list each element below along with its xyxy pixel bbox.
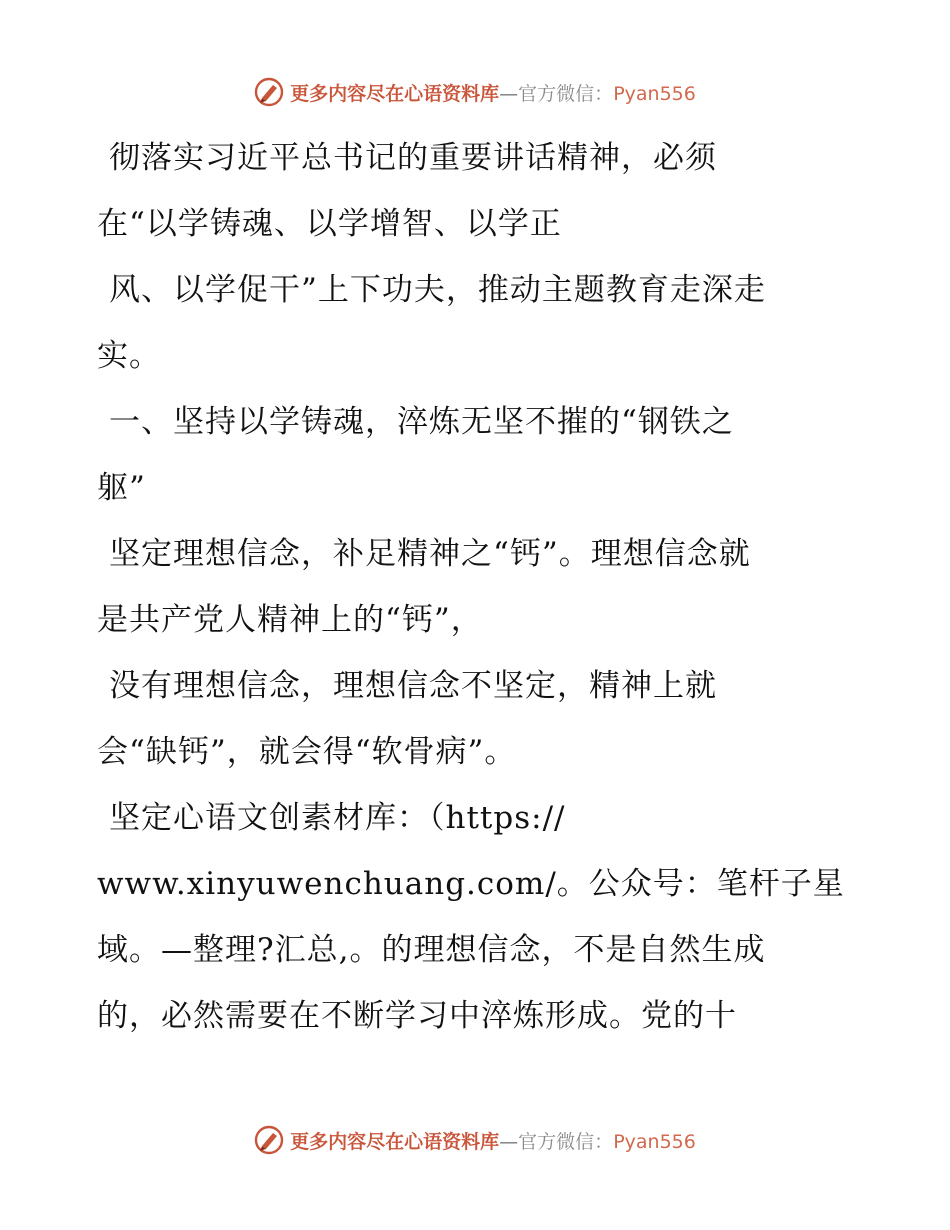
paragraph-2 (97, 257, 857, 389)
banner-wechat-id: Pyan556 (613, 1130, 696, 1153)
banner-wechat-label: 官方微信： (518, 1130, 614, 1153)
banner-dash: — (499, 82, 519, 105)
text-line: www.xinyuwenchuang.com/。公众号：笔杆子星 (97, 866, 845, 902)
paragraph-5 (97, 785, 857, 1049)
banner-text (290, 79, 696, 106)
text-line: 坚定理想信念，补足精神之“钙”。理想信念就 (109, 536, 751, 572)
header-banner (0, 72, 950, 112)
pen-logo-icon (254, 1125, 284, 1155)
section-heading (97, 389, 857, 521)
text-line: 的，必然需要在不断学习中淬炼形成。党的十 (97, 998, 737, 1034)
paragraph-4 (97, 653, 857, 785)
banner-wechat-id: Pyan556 (613, 82, 696, 105)
banner-wechat-label: 官方微信： (518, 82, 614, 105)
text-line: 坚定心语文创素材库：（https:// (109, 800, 566, 836)
text-line: 会“缺钙”，就会得“软骨病”。 (97, 734, 517, 770)
text-line: 一、坚持以学铸魂，淬炼无坚不摧的“钢铁之 (109, 404, 734, 440)
text-line: 在“以学铸魂、以学增智、以学正 (97, 206, 562, 242)
text-line: 彻落实习近平总书记的重要讲话精神，必须 (109, 140, 717, 176)
text-line: 实。 (97, 338, 161, 374)
text-line: 躯” (97, 470, 146, 506)
pen-logo-icon (254, 77, 284, 107)
banner-dash: — (499, 1130, 519, 1153)
text-line: 是共产党人精神上的“钙”， (97, 602, 483, 638)
document-body (97, 125, 857, 1049)
paragraph-1 (97, 125, 857, 257)
banner-text (290, 1127, 696, 1154)
banner-main-text: 更多内容尽在心语资料库 (290, 1130, 500, 1153)
banner-main-text: 更多内容尽在心语资料库 (290, 82, 500, 105)
text-line: 风、以学促干”上下功夫，推动主题教育走深走 (109, 272, 766, 308)
paragraph-3 (97, 521, 857, 653)
text-line: 域。—整理?汇总,。的理想信念，不是自然生成 (97, 932, 766, 968)
footer-banner (0, 1120, 950, 1160)
text-line: 没有理想信念，理想信念不坚定，精神上就 (109, 668, 717, 704)
